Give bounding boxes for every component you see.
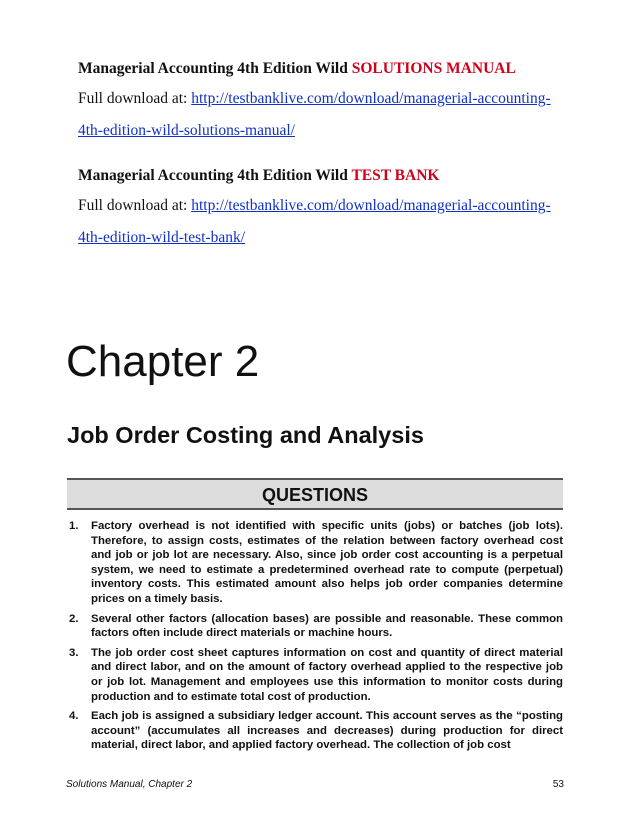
page-footer: [66, 779, 564, 790]
promo-tag: TEST BANK: [351, 167, 440, 184]
solutions-manual-promo: [78, 59, 578, 141]
download-line-continued: [78, 121, 578, 141]
question-item: [69, 646, 563, 704]
promo-title-text: Managerial Accounting 4th Edition Wild: [78, 60, 352, 77]
chapter-subtitle: Job Order Costing and Analysis: [67, 422, 424, 448]
question-number: 4.: [69, 710, 79, 723]
download-prefix: Full download at:: [78, 90, 192, 107]
question-number: 3.: [69, 646, 79, 659]
download-link-continued[interactable]: 4th-edition-wild-solutions-manual/: [78, 122, 295, 139]
question-item: [69, 612, 563, 641]
promo-title-text: Managerial Accounting 4th Edition Wild: [78, 167, 352, 184]
questions-section-header: [67, 478, 563, 510]
question-item: [69, 519, 563, 607]
download-line: [78, 89, 578, 109]
question-number: 1.: [69, 520, 79, 532]
download-line: [78, 196, 578, 216]
section-title: QUESTIONS: [261, 485, 368, 505]
download-prefix: Full download at:: [78, 197, 192, 214]
page-number: 53: [552, 779, 564, 790]
questions-list: [69, 519, 563, 758]
chapter-heading: Chapter 2: [66, 337, 260, 386]
download-link[interactable]: http://testbanklive.com/download/managerial-accounting-: [191, 90, 551, 107]
footer-label: Solutions Manual, Chapter 2: [66, 779, 193, 790]
question-text: Each job is assigned a subsidiary ledger account. This account serves as the “posting account” (accumulates all increases and decreases) during production for direct material, direct labor, and applied factory overhead. The collection of job cost: [91, 710, 563, 752]
promo-title: [78, 59, 578, 79]
test-bank-promo: [78, 166, 578, 248]
promo-title: [78, 166, 578, 186]
download-line-continued: [78, 228, 578, 248]
question-item: [69, 709, 563, 753]
promo-tag: SOLUTIONS MANUAL: [351, 60, 516, 77]
download-link[interactable]: http://testbanklive.com/download/managerial-accounting-: [191, 197, 551, 214]
question-text: Factory overhead is not identified with specific units (jobs) or batches (job lots). Therefore, to assign costs, estimates of the relation between factory overhead cost and job or job lot are necessary. Also, since job order cost accounting is a perpetual system, we need to estimate a predetermined overhead rate to compute (perpetual) inventory costs. This estimated amount also helps job order companies determine prices on a timely basis.: [91, 520, 563, 605]
question-text: The job order cost sheet captures information on cost and quantity of direct material and direct labor, and on the amount of factory overhead applied to the respective job or job lot. Management and employees use this information to monitor costs during production and to estimate total cost of production.: [91, 646, 563, 703]
question-text: Several other factors (allocation bases) are possible and reasonable. These common factors often include direct materials or machine hours.: [91, 612, 563, 640]
question-number: 2.: [69, 612, 79, 625]
download-link-continued[interactable]: 4th-edition-wild-test-bank/: [78, 229, 246, 246]
